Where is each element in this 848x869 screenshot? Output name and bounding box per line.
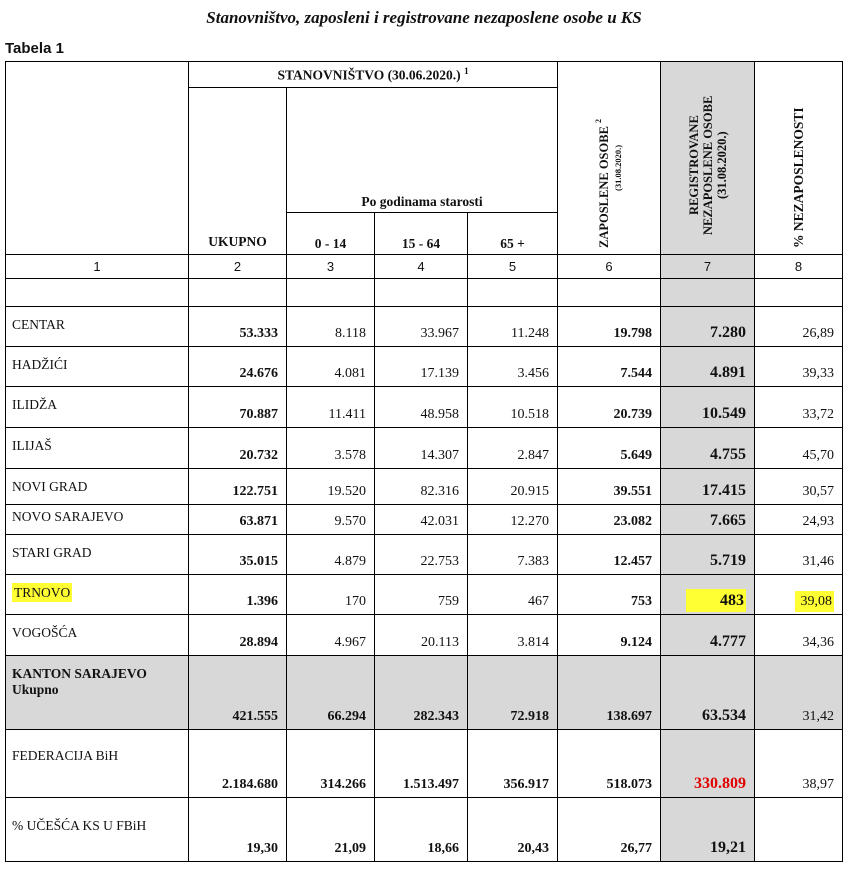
cell-unemployed: 10.549 [661, 387, 755, 428]
cell-employed: 19.798 [558, 307, 661, 347]
cell-unemployed: 330.809 [661, 730, 755, 798]
cell-rate: 30,57 [755, 469, 843, 505]
cell-rate: 33,72 [755, 387, 843, 428]
cell-age-0-14: 4.081 [287, 347, 375, 387]
row-name: ILIJAŠ [6, 428, 189, 469]
cell-age-15-64: 759 [375, 575, 468, 615]
share-row [6, 798, 843, 862]
cell-employed: 138.697 [558, 656, 661, 730]
employed-date: (31.08.2020.) [613, 144, 624, 192]
col-index: 3 [287, 255, 375, 279]
cell-rate: 39,33 [755, 347, 843, 387]
cell-age-15-64: 22.753 [375, 535, 468, 575]
cell-age-15-64: 48.958 [375, 387, 468, 428]
cell-unemployed: 4.777 [661, 615, 755, 656]
cell-age-65: 7.383 [468, 535, 558, 575]
cell-unemployed: 4.755 [661, 428, 755, 469]
cell-total: 53.333 [189, 307, 287, 347]
cell-total: 20.732 [189, 428, 287, 469]
cell-age-0-14: 8.118 [287, 307, 375, 347]
cell-total: 1.396 [189, 575, 287, 615]
col-index: 2 [189, 255, 287, 279]
age-0-14-header: 0 - 14 [287, 213, 375, 255]
header-empty-cell [6, 62, 189, 255]
cell-total: 28.894 [189, 615, 287, 656]
cell-rate [755, 575, 843, 615]
cell-unemployed [661, 575, 755, 615]
kanton-name-line2: Ukupno [12, 682, 59, 697]
employed-header [558, 62, 661, 255]
cell-employed: 753 [558, 575, 661, 615]
table-row [6, 347, 843, 387]
cell-employed: 12.457 [558, 535, 661, 575]
col-index: 4 [375, 255, 468, 279]
cell-age-65: 3.814 [468, 615, 558, 656]
col-index: 6 [558, 255, 661, 279]
employed-footnote: 2 [594, 118, 604, 123]
cell-age-65: 20.915 [468, 469, 558, 505]
cell-age-15-64: 20.113 [375, 615, 468, 656]
unemployed-header-line1: REGISTROVANE [686, 115, 701, 216]
cell-age-15-64: 82.316 [375, 469, 468, 505]
cell-rate: 31,42 [755, 656, 843, 730]
age-15-64-header: 15 - 64 [375, 213, 468, 255]
col-index: 5 [468, 255, 558, 279]
highlighted-rate: 39,08 [795, 591, 835, 612]
cell-total: 24.676 [189, 347, 287, 387]
table-label: Tabela 1 [5, 40, 64, 57]
column-index-row [6, 255, 843, 279]
row-name: HADŽIĆI [6, 347, 189, 387]
col-index: 8 [755, 255, 843, 279]
cell-age-15-64: 33.967 [375, 307, 468, 347]
document-title: Stanovništvo, zaposleni i registrovane nezaposlene osobe u KS [206, 8, 642, 27]
cell-age-15-64: 282.343 [375, 656, 468, 730]
rate-header [755, 62, 843, 255]
cell-age-0-14: 170 [287, 575, 375, 615]
unemployed-header-line2: NEZAPOSLENE OSOBE [700, 95, 715, 236]
table-row [6, 535, 843, 575]
cell-age-0-14: 66.294 [287, 656, 375, 730]
row-name: NOVO SARAJEVO [6, 505, 189, 535]
cell-age-65: 10.518 [468, 387, 558, 428]
cell-unemployed: 63.534 [661, 656, 755, 730]
age-header: Po godinama starosti [287, 88, 558, 213]
cell-unemployed: 19,21 [661, 798, 755, 862]
cell-unemployed: 5.719 [661, 535, 755, 575]
cell-age-15-64: 17.139 [375, 347, 468, 387]
cell-age-65: 2.847 [468, 428, 558, 469]
cell-employed: 20.739 [558, 387, 661, 428]
cell-total: 70.887 [189, 387, 287, 428]
statistics-table [5, 61, 843, 862]
cell-age-65: 467 [468, 575, 558, 615]
cell-rate [755, 798, 843, 862]
cell-age-0-14: 4.879 [287, 535, 375, 575]
cell-age-65: 356.917 [468, 730, 558, 798]
highlighted-unemployed: 483 [686, 589, 746, 612]
col-index: 1 [6, 255, 189, 279]
cell-total: 35.015 [189, 535, 287, 575]
cell-total: 19,30 [189, 798, 287, 862]
cell-age-15-64: 14.307 [375, 428, 468, 469]
table-row [6, 307, 843, 347]
cell-age-0-14: 11.411 [287, 387, 375, 428]
cell-age-65: 20,43 [468, 798, 558, 862]
kanton-name [6, 656, 189, 730]
fbih-name: FEDERACIJA BiH [6, 730, 189, 798]
cell-total: 122.751 [189, 469, 287, 505]
cell-age-65: 3.456 [468, 347, 558, 387]
cell-employed: 23.082 [558, 505, 661, 535]
col-index: 7 [661, 255, 755, 279]
row-name: ILIDŽA [6, 387, 189, 428]
table-row [6, 469, 843, 505]
cell-rate: 45,70 [755, 428, 843, 469]
cell-unemployed: 4.891 [661, 347, 755, 387]
cell-rate: 31,46 [755, 535, 843, 575]
cell-rate: 26,89 [755, 307, 843, 347]
cell-employed: 7.544 [558, 347, 661, 387]
cell-total: 421.555 [189, 656, 287, 730]
unemployed-header-line3: (31.08.2020.) [714, 131, 729, 200]
population-footnote: 1 [464, 65, 469, 76]
cell-total: 63.871 [189, 505, 287, 535]
highlighted-row-name: TRNOVO [14, 585, 71, 600]
row-name [6, 575, 189, 615]
population-header-text: STANOVNIŠTVO (30.06.2020.) [277, 67, 461, 83]
table-row [6, 575, 843, 615]
kanton-total-row [6, 656, 843, 730]
share-name: % UČEŠĆA KS U FBiH [6, 798, 189, 862]
age-65-header: 65 + [468, 213, 558, 255]
cell-age-0-14: 314.266 [287, 730, 375, 798]
cell-unemployed: 17.415 [661, 469, 755, 505]
cell-rate: 24,93 [755, 505, 843, 535]
cell-employed: 518.073 [558, 730, 661, 798]
table-row [6, 505, 843, 535]
cell-employed: 26,77 [558, 798, 661, 862]
cell-unemployed: 7.280 [661, 307, 755, 347]
population-header [189, 62, 558, 88]
cell-age-0-14: 9.570 [287, 505, 375, 535]
cell-age-65: 11.248 [468, 307, 558, 347]
cell-age-0-14: 21,09 [287, 798, 375, 862]
fbih-row [6, 730, 843, 798]
unemployed-header [661, 62, 755, 255]
cell-unemployed: 7.665 [661, 505, 755, 535]
cell-employed: 5.649 [558, 428, 661, 469]
total-header: UKUPNO [189, 88, 287, 255]
cell-age-65: 12.270 [468, 505, 558, 535]
cell-rate: 34,36 [755, 615, 843, 656]
cell-total: 2.184.680 [189, 730, 287, 798]
cell-age-15-64: 1.513.497 [375, 730, 468, 798]
table-row [6, 615, 843, 656]
cell-age-15-64: 18,66 [375, 798, 468, 862]
cell-age-65: 72.918 [468, 656, 558, 730]
row-name: NOVI GRAD [6, 469, 189, 505]
row-name: CENTAR [6, 307, 189, 347]
cell-age-15-64: 42.031 [375, 505, 468, 535]
cell-employed: 39.551 [558, 469, 661, 505]
table-row [6, 387, 843, 428]
spacer-row [6, 279, 843, 307]
cell-age-0-14: 19.520 [287, 469, 375, 505]
row-name: VOGOŠĆA [6, 615, 189, 656]
table-row [6, 428, 843, 469]
cell-age-0-14: 4.967 [287, 615, 375, 656]
cell-age-0-14: 3.578 [287, 428, 375, 469]
row-name: STARI GRAD [6, 535, 189, 575]
kanton-name-line1: KANTON SARAJEVO [12, 666, 147, 681]
cell-rate: 38,97 [755, 730, 843, 798]
cell-employed: 9.124 [558, 615, 661, 656]
rate-header-text: % NEZAPOSLENOSTI [790, 107, 806, 248]
employed-header-text: ZAPOSLENE OSOBE [597, 126, 612, 248]
